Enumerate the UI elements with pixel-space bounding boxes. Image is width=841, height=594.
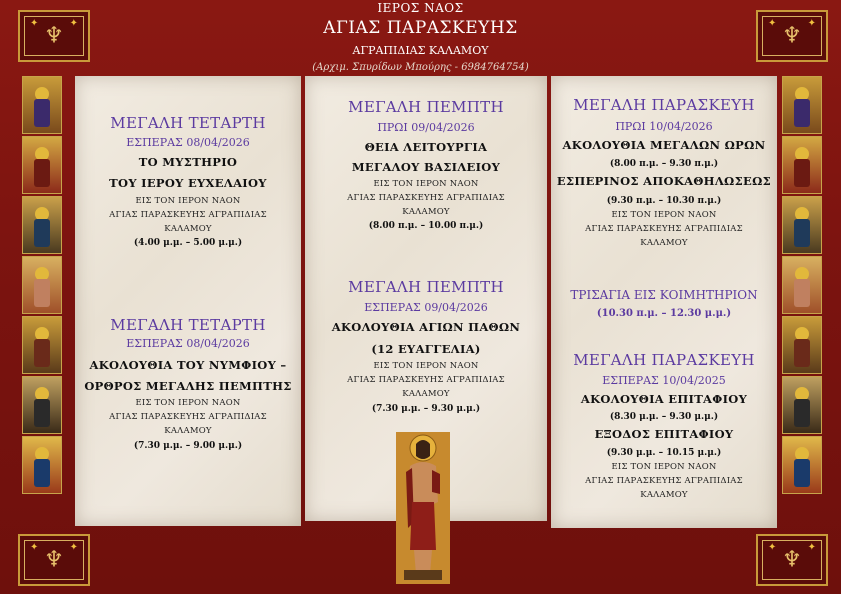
service-date: ΠΡΩΙ 10/04/2026 bbox=[615, 120, 713, 133]
place-text: ΚΑΛΑΜΟΥ bbox=[164, 224, 212, 234]
chalice-emblem-top-left: ✦ ✦ ♆ bbox=[18, 10, 90, 62]
service-block bbox=[551, 96, 777, 248]
place-text: ΚΑΛΑΜΟΥ bbox=[640, 490, 688, 500]
day-title: ΜΕΓΑΛΗ ΤΕΤΑΡΤΗ bbox=[110, 114, 266, 132]
left-icon-strip bbox=[22, 76, 62, 528]
place-text: ΕΙΣ ΤΟΝ ΙΕΡΟΝ ΝΑΟΝ bbox=[135, 398, 241, 408]
byzantine-icon-tile bbox=[782, 196, 822, 254]
service-name: ΕΞΟΔΟΣ ΕΠΙΤΑΦΙΟΥ bbox=[594, 427, 734, 441]
service-time: (7.30 μ.μ. – 9.00 μ.μ.) bbox=[133, 441, 243, 451]
byzantine-icon-tile bbox=[22, 376, 62, 434]
day-title: ΜΕΓΑΛΗ ΠΕΜΠΤΗ bbox=[348, 98, 504, 116]
place-text: ΕΙΣ ΤΟΝ ΙΕΡΟΝ ΝΑΟΝ bbox=[373, 361, 479, 371]
byzantine-icon-tile bbox=[22, 256, 62, 314]
byzantine-icon-tile bbox=[22, 436, 62, 494]
service-name: ΕΣΠΕΡΙΝΟΣ ΑΠΟΚΑΘΗΛΩΣΕΩΣ bbox=[556, 174, 772, 188]
place-text: ΑΓΙΑΣ ΠΑΡΑΣΚΕΥΗΣ ΑΓΡΑΠΙΔΙΑΣ bbox=[109, 412, 267, 422]
day-title: ΜΕΓΑΛΗ ΠΑΡΑΣΚΕΥΗ bbox=[573, 351, 755, 369]
service-name: ΑΚΟΛΟΥΘΙΑ ΑΓΙΩΝ ΠΑΘΩΝ bbox=[331, 320, 521, 334]
chalice-emblem-bottom-right: ✦ ✦ ♆ bbox=[756, 534, 828, 586]
day-title: ΜΕΓΑΛΗ ΠΑΡΑΣΚΕΥΗ bbox=[573, 96, 755, 114]
chalice-emblem-top-right: ✦ ✦ ♆ bbox=[756, 10, 828, 62]
service-name: ΤΟΥ ΙΕΡΟΥ ΕΥΧΕΛΑΙΟΥ bbox=[109, 176, 267, 190]
service-time: (9.30 μ.μ. – 10.15 μ.μ.) bbox=[606, 448, 722, 458]
priest-contact: (Αρχιμ. Σπυρίδων Μπούρης - 6984764754) bbox=[312, 62, 529, 73]
service-date: ΕΣΠΕΡΑΣ 08/04/2026 bbox=[126, 337, 250, 350]
service-time: (8.30 μ.μ. – 9.30 μ.μ.) bbox=[609, 412, 719, 422]
byzantine-icon-tile bbox=[782, 256, 822, 314]
service-date: ΕΣΠΕΡΑΣ 08/04/2026 bbox=[126, 136, 250, 149]
place-text: ΚΑΛΑΜΟΥ bbox=[164, 426, 212, 436]
service-name: ΘΕΙΑ ΛΕΙΤΟΥΡΓΙΑ bbox=[364, 140, 488, 154]
header-line-1: ΙΕΡΟΣ ΝΑΟΣ bbox=[377, 1, 464, 15]
service-date: ΠΡΩΙ 09/04/2026 bbox=[377, 121, 475, 134]
place-text: ΚΑΛΑΜΟΥ bbox=[402, 207, 450, 217]
byzantine-icon-tile bbox=[782, 76, 822, 134]
schedule-column-friday bbox=[551, 76, 777, 528]
schedule-column-wednesday bbox=[75, 76, 301, 526]
service-block bbox=[551, 288, 777, 319]
byzantine-icon-tile bbox=[782, 136, 822, 194]
location: ΑΓΡΑΠΙΔΙΑΣ ΚΑΛΑΜΟΥ bbox=[352, 44, 489, 57]
holy-chalice-icon: ♆ bbox=[44, 547, 64, 573]
service-name: ΜΕΓΑΛΟΥ ΒΑΣΙΛΕΙΟΥ bbox=[351, 160, 501, 174]
byzantine-icon-tile bbox=[22, 316, 62, 374]
right-icon-strip bbox=[782, 76, 822, 528]
service-time: (8.00 π.μ. – 9.30 π.μ.) bbox=[609, 159, 719, 169]
byzantine-icon-tile bbox=[782, 316, 822, 374]
place-text: ΑΓΙΑΣ ΠΑΡΑΣΚΕΥΗΣ ΑΓΡΑΠΙΔΙΑΣ bbox=[109, 210, 267, 220]
service-name: ΤΟ ΜΥΣΤΗΡΙΟ bbox=[138, 155, 238, 169]
byzantine-icon-tile bbox=[22, 136, 62, 194]
day-title: ΜΕΓΑΛΗ ΠΕΜΠΤΗ bbox=[348, 278, 504, 296]
service-date: ΕΣΠΕΡΑΣ 10/04/2025 bbox=[602, 374, 726, 387]
service-name: ΑΚΟΛΟΥΘΙΑ ΕΠΙΤΑΦΙΟΥ bbox=[580, 392, 748, 406]
place-text: ΑΓΙΑΣ ΠΑΡΑΣΚΕΥΗΣ ΑΓΡΑΠΙΔΙΑΣ bbox=[347, 375, 505, 385]
service-name: ΟΡΘΡΟΣ ΜΕΓΑΛΗΣ ΠΕΜΠΤΗΣ bbox=[84, 379, 292, 393]
service-time: (4.00 μ.μ. – 5.00 μ.μ.) bbox=[133, 238, 243, 248]
byzantine-icon-tile bbox=[22, 196, 62, 254]
day-title: ΜΕΓΑΛΗ ΤΕΤΑΡΤΗ bbox=[110, 316, 266, 334]
holy-chalice-icon: ♆ bbox=[782, 23, 802, 49]
place-text: ΕΙΣ ΤΟΝ ΙΕΡΟΝ ΝΑΟΝ bbox=[611, 210, 717, 220]
church-name: ΑΓΙΑΣ ΠΑΡΑΣΚΕΥΗΣ bbox=[323, 18, 518, 38]
byzantine-icon-tile bbox=[782, 376, 822, 434]
byzantine-icon-tile bbox=[782, 436, 822, 494]
byzantine-icon-tile bbox=[22, 76, 62, 134]
holy-chalice-icon: ♆ bbox=[44, 23, 64, 49]
place-text: ΕΙΣ ΤΟΝ ΙΕΡΟΝ ΝΑΟΝ bbox=[611, 462, 717, 472]
service-name: ΑΚΟΛΟΥΘΙΑ ΜΕΓΑΛΩΝ ΩΡΩΝ bbox=[562, 138, 766, 152]
holy-chalice-icon: ♆ bbox=[782, 547, 802, 573]
place-text: ΕΙΣ ΤΟΝ ΙΕΡΟΝ ΝΑΟΝ bbox=[373, 179, 479, 189]
service-date: ΕΣΠΕΡΑΣ 09/04/2026 bbox=[364, 301, 488, 314]
service-block bbox=[305, 98, 547, 231]
service-name: ΑΚΟΛΟΥΘΙΑ ΤΟΥ ΝΥΜΦΙΟΥ – bbox=[89, 358, 287, 372]
service-block bbox=[75, 316, 301, 451]
service-block bbox=[551, 351, 777, 500]
service-time: (7.30 μ.μ. – 9.30 μ.μ.) bbox=[371, 404, 481, 414]
service-time: (10.30 π.μ. – 12.30 μ.μ.) bbox=[596, 308, 732, 319]
service-block bbox=[75, 114, 301, 248]
christ-bridegroom-icon bbox=[396, 432, 450, 584]
place-text: ΚΑΛΑΜΟΥ bbox=[402, 389, 450, 399]
service-block bbox=[305, 278, 547, 414]
place-text: ΑΓΙΑΣ ΠΑΡΑΣΚΕΥΗΣ ΑΓΡΑΠΙΔΙΑΣ bbox=[585, 224, 743, 234]
service-time: (8.00 π.μ. – 10.00 π.μ.) bbox=[368, 221, 484, 231]
place-text: ΑΓΙΑΣ ΠΑΡΑΣΚΕΥΗΣ ΑΓΡΑΠΙΔΙΑΣ bbox=[585, 476, 743, 486]
service-name: (12 ΕΥΑΓΓΕΛΙΑ) bbox=[371, 342, 481, 356]
place-text: ΚΑΛΑΜΟΥ bbox=[640, 238, 688, 248]
service-time: (9.30 π.μ. – 10.30 π.μ.) bbox=[606, 196, 722, 206]
place-text: ΕΙΣ ΤΟΝ ΙΕΡΟΝ ΝΑΟΝ bbox=[135, 196, 241, 206]
chalice-emblem-bottom-left: ✦ ✦ ♆ bbox=[18, 534, 90, 586]
service-name: ΤΡΙΣΑΓΙΑ ΕΙΣ ΚΟΙΜΗΤΗΡΙΟΝ bbox=[570, 288, 758, 302]
place-text: ΑΓΙΑΣ ΠΑΡΑΣΚΕΥΗΣ ΑΓΡΑΠΙΔΙΑΣ bbox=[347, 193, 505, 203]
